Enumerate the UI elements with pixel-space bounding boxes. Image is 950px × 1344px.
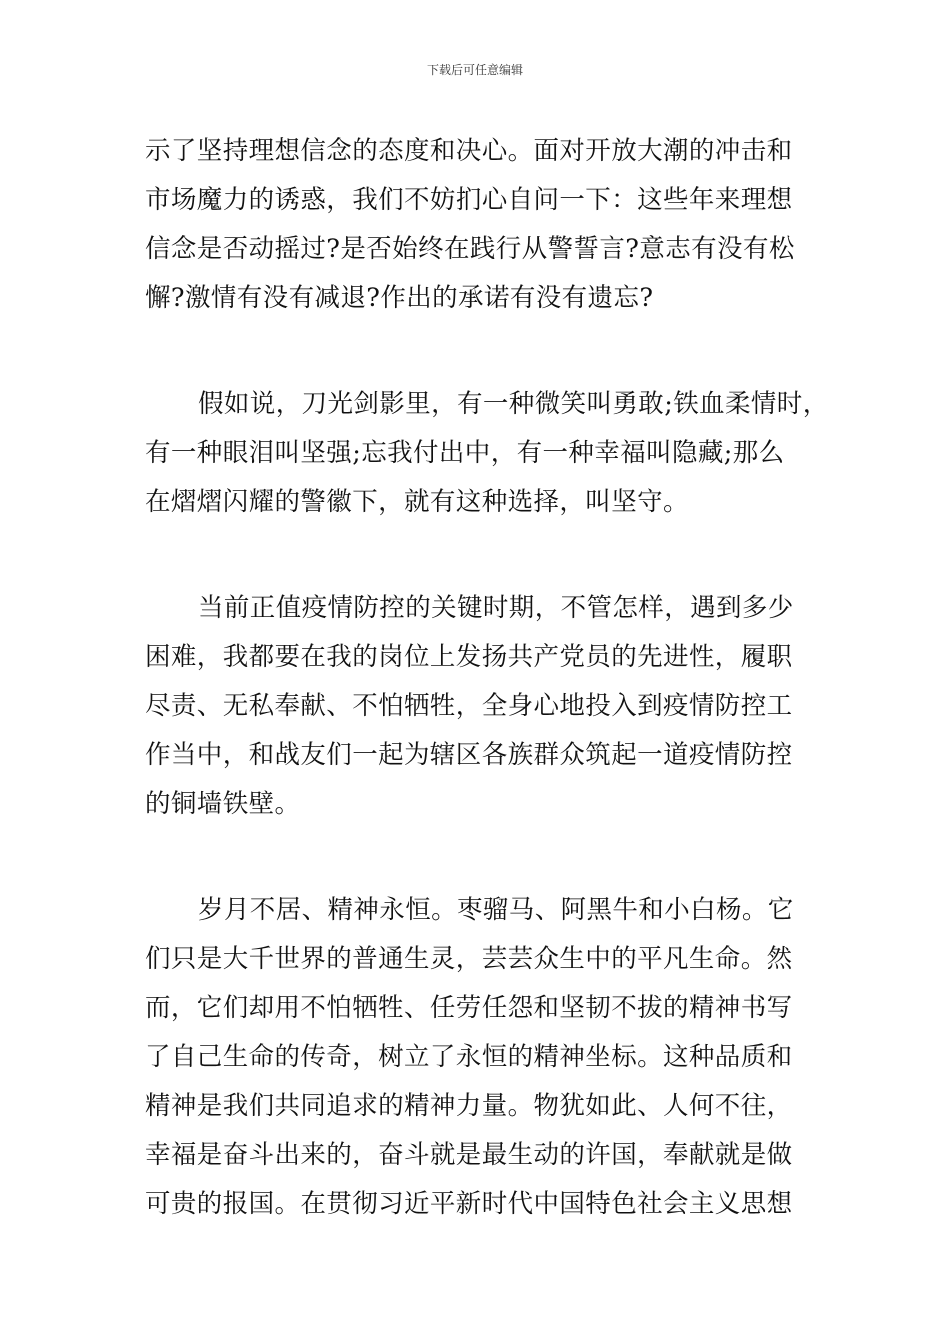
paragraph-spacer [145, 829, 810, 886]
paragraph-line: 的铜墙铁壁。 [145, 789, 301, 819]
paragraph-line: 懈?激情有没有减退?作出的承诺有没有遗忘? [145, 283, 654, 313]
paragraph-line: 在熠熠闪耀的警徽下，就有这种选择，叫坚守。 [145, 487, 689, 517]
paragraph-line: 而，它们却用不怕牺牲、任劳任怨和坚韧不拔的精神书写 [145, 993, 793, 1023]
paragraph-line: 尽责、无私奉献、不怕牺牲，全身心地投入到疫情防控工 [145, 691, 793, 721]
paragraph-line: 假如说，刀光剑影里，有一种微笑叫勇敢;铁血柔情时， [198, 389, 829, 419]
paragraph-line: 困难，我都要在我的岗位上发扬共产党员的先进性，履职 [145, 642, 793, 672]
paragraph-1 [145, 127, 810, 323]
paragraph-line: 幸福是奋斗出来的，奋斗就是最生动的许国，奉献就是做 [145, 1140, 793, 1170]
paragraph-3 [145, 584, 810, 829]
paragraph-spacer [145, 323, 810, 380]
paragraph-line: 信念是否动摇过?是否始终在践行从警誓言?意志有没有松 [145, 234, 795, 264]
paragraph-line: 有一种眼泪叫坚强;忘我付出中，有一种幸福叫隐藏;那么 [145, 438, 785, 468]
paragraph-line: 精神是我们共同追求的精神力量。物犹如此、人何不往， [145, 1091, 793, 1121]
paragraph-line: 市场魔力的诱惑，我们不妨扪心自问一下：这些年来理想 [145, 185, 793, 215]
paragraph-line: 可贵的报国。在贯彻习近平新时代中国特色社会主义思想 [145, 1189, 793, 1219]
paragraph-spacer [145, 527, 810, 584]
paragraph-line: 作当中，和战友们一起为辖区各族群众筑起一道疫情防控 [145, 740, 793, 770]
document-body [145, 127, 829, 1229]
paragraph-2 [145, 380, 829, 527]
paragraph-line: 当前正值疫情防控的关键时期，不管怎样，遇到多少 [198, 593, 794, 623]
paragraph-4 [145, 886, 810, 1229]
paragraph-line: 示了坚持理想信念的态度和决心。面对开放大潮的冲击和 [145, 136, 793, 166]
page-header: 下载后可任意编辑 [426, 63, 523, 77]
paragraph-line: 岁月不居、精神永恒。枣骝马、阿黑牛和小白杨。它 [198, 895, 794, 925]
paragraph-line: 了自己生命的传奇，树立了永恒的精神坐标。这种品质和 [145, 1042, 793, 1072]
paragraph-line: 们只是大千世界的普通生灵，芸芸众生中的平凡生命。然 [145, 944, 793, 974]
